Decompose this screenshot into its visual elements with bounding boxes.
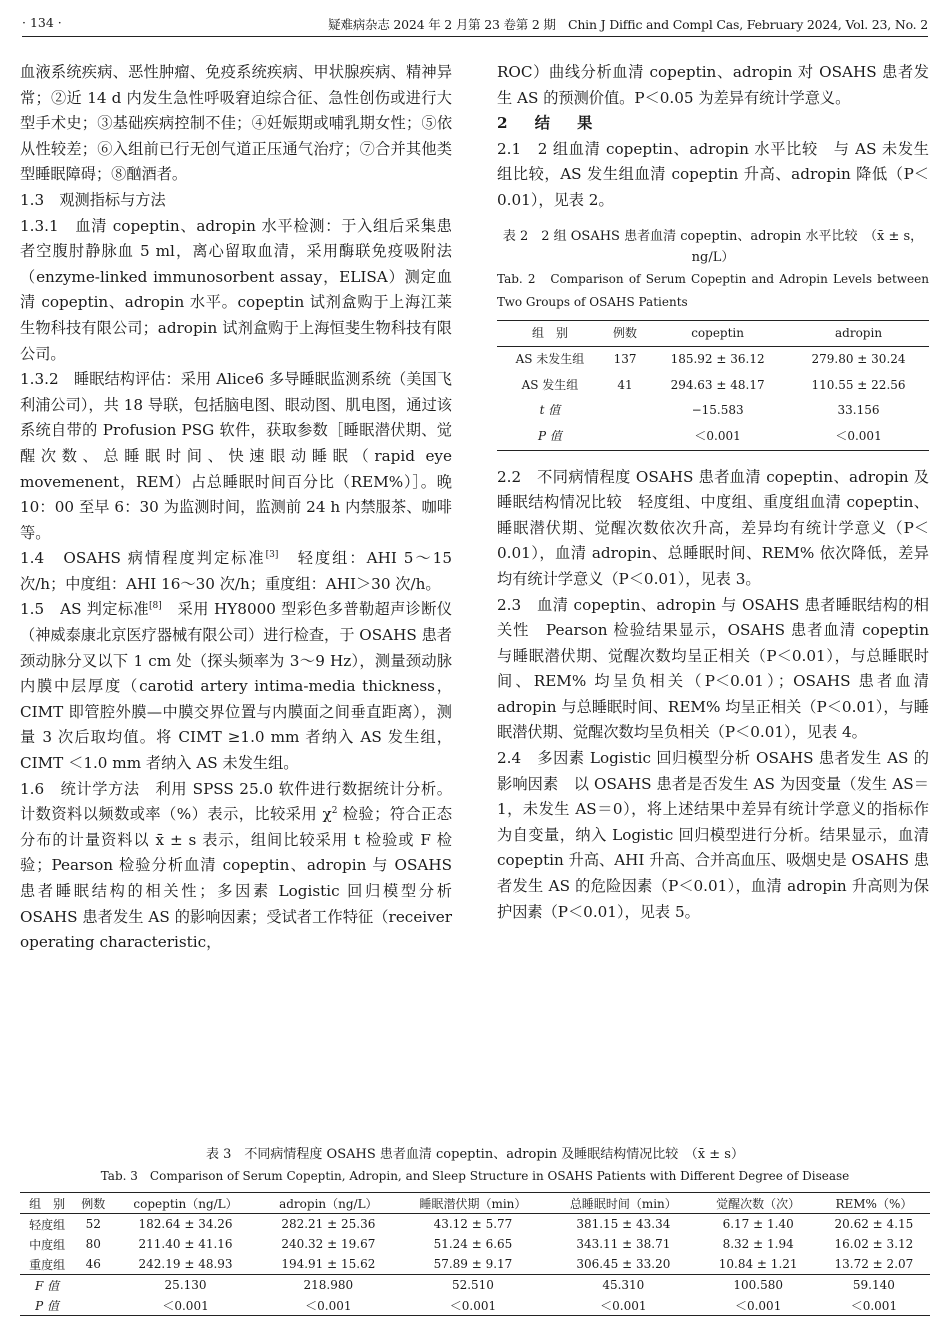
- table-cell: 20.62 ± 4.15: [834, 1217, 914, 1231]
- table-cell: 194.91 ± 15.62: [281, 1257, 376, 1271]
- table-header: copeptin（ng/L）: [133, 1196, 238, 1211]
- table-cell: ＜0.001: [162, 1298, 209, 1313]
- table-header: 例数: [81, 1196, 106, 1211]
- table-cell: P 值: [35, 1298, 60, 1313]
- table3-caption: [20, 1144, 930, 1188]
- table-cell: 51.24 ± 6.65: [433, 1237, 513, 1251]
- citation-ref: [3]: [265, 550, 279, 561]
- table2-caption-en: Tab. 2 Comparison of Serum Copeptin and Adropin Levels between Two Groups of OSAHS Patients: [497, 271, 929, 309]
- paragraph-exclusion: 血液系统疾病、恶性肿瘤、免疫系统疾病、甲状腺疾病、精神异常；②近 14 d 内发生急性呼吸窘迫综合征、急性创伤或进行大型手术史；③基础疾病控制不佳；④妊娠期或哺乳期女性；⑤依从性较差；⑥入组前已行无创气道正压通气治疗；⑦合并其他类型睡眠障碍；⑧酗酒者。: [20, 63, 452, 184]
- table-cell: AS 发生组: [521, 377, 579, 392]
- table-cell: ＜0.001: [305, 1298, 352, 1313]
- paragraph-1-3-2: 1.3.2 睡眠结构评估：采用 Alice6 多导睡眠监测系统（美国飞利浦公司），共 18 导联，包括脑电图、眼动图、肌电图，通过该系统自带的 Profusion PSG 软件，获取参数［睡眠潜伏期、觉醒次数、总睡眠时间、快速眼动睡眠（rapid eye movemenent，REM）占总睡眠时间百分比（REM%）］。晚 10：00 至早 6：30 为监测时间，监测前 24 h 内禁服茶、咖啡等。: [20, 370, 452, 542]
- paragraph-1-6: 1.6 统计学方法 利用 SPSS 25.0 软件进行数据统计分析。计数资料以频数或率（%）表示，比较采用 $\chi^2$ 检验；符合正态分布的计量资料以 x̄ ± s 表示，组间比较采用 t 检验或 F 检验；Pearson 检验分析血清 copeptin、adropin 与 OSAHS 患者睡眠结构的相关性；多因素 Logistic 回归模型分析 OSAHS 患者发生 AS 的影响因素；受试者工作特征（receiver operating characteristic，: [20, 779, 453, 952]
- table-cell: 52: [85, 1217, 101, 1231]
- table-cell: 218.980: [303, 1278, 354, 1292]
- table-cell: 8.32 ± 1.94: [722, 1237, 794, 1251]
- table-row: [497, 373, 929, 399]
- paragraph-2-4: 2.4 多因素 Logistic 回归模型分析 OSAHS 患者发生 AS 的影响因素 以 OSAHS 患者是否发生 AS 为因变量（发生 AS＝1，未发生 AS＝0），将上述结果中差异有统计学意义的指标作为自变量，纳入 Logistic 回归模型进行分析。结果显示，血清 copeptin 升高、AHI 升高、合并高血压、吸烟史是 OSAHS 患者发生 AS 的危险因素（P＜0.01），血清 adropin 升高则为保护因素（P＜0.01），见表 5。: [497, 749, 930, 921]
- right-column: [497, 60, 929, 925]
- table-cell: 211.40 ± 41.16: [138, 1237, 233, 1251]
- table-header: 睡眠潜伏期（min）: [419, 1196, 527, 1211]
- table3-caption-zh: 表 3 不同病情程度 OSAHS 患者血清 copeptin、adropin 及睡眠结构情况比较 （x̄ ± s）: [206, 1147, 744, 1162]
- table-cell: 重度组: [29, 1257, 66, 1272]
- table-cell: 80: [85, 1237, 101, 1251]
- table3-block: [20, 1144, 930, 1316]
- table-row: [20, 1214, 930, 1235]
- table-cell: ＜0.001: [600, 1298, 647, 1313]
- paragraph-1-5: 1.5 AS 判定标准[8] 采用 HY8000 型彩色多普勒超声诊断仪（神威泰康北京医疗器械有限公司）进行检查，于 OSAHS 患者颈动脉分叉以下 1 cm 处（探头频率为 3～9 Hz），测量颈动脉内膜中层厚度（carotid artery intima-media thickness，CIMT 即管腔外膜—中膜交界位置与内膜面之间垂直距离），测量 3 次后取均值。将 CIMT ≥1.0 mm 者纳入 AS 发生组，CIMT ＜1.0 mm 者纳入 AS 未发生组。: [20, 600, 453, 773]
- section-heading-results: 2 结 果: [497, 114, 599, 133]
- table-cell: [603, 424, 647, 450]
- table-cell: 13.72 ± 2.07: [834, 1257, 914, 1271]
- paragraph-1-4: 1.4 OSAHS 病情程度判定标准[3] 轻度组：AHI 5～15 次/h；中度组：AHI 16～30 次/h；重度组：AHI＞30 次/h。: [20, 549, 453, 593]
- paragraph-2-1: 2.1 2 组血清 copeptin、adropin 水平比较 与 AS 未发生组比较，AS 发生组血清 copeptin 升高、adropin 降低（P＜0.01），见表 2。: [497, 139, 929, 209]
- table-cell: 294.63 ± 48.17: [670, 377, 765, 392]
- table-cell: 381.15 ± 43.34: [576, 1217, 671, 1231]
- table-cell: 45.310: [602, 1278, 645, 1292]
- table-cell: 185.92 ± 36.12: [670, 352, 765, 367]
- table-cell: AS 未发生组: [515, 352, 585, 367]
- table-cell: 46: [85, 1257, 101, 1271]
- table2-caption: [497, 226, 929, 314]
- table-cell: 242.19 ± 48.93: [138, 1257, 233, 1271]
- table-cell: 306.45 ± 33.20: [576, 1257, 671, 1271]
- table-cell: 轻度组: [29, 1217, 66, 1232]
- table-cell: 41: [617, 377, 633, 392]
- table2-caption-zh: 表 2 2 组 OSAHS 患者血清 copeptin、adropin 水平比较 （x̄ ± s，ng/L）: [502, 228, 924, 265]
- paragraph-2-3: 2.3 血清 copeptin、adropin 与 OSAHS 患者睡眠结构的相关性 Pearson 检验结果显示，OSAHS 患者血清 copeptin 与睡眠潜伏期、觉醒次数均呈正相关（P＜0.01），与总睡眠时间、REM% 均呈负相关（P＜0.01）；OSAHS 患者血清 adropin 与总睡眠时间、REM% 均呈正相关（P＜0.01），与睡眠潜伏期、觉醒次数均呈负相关（P＜0.01），见表 4。: [497, 595, 929, 742]
- table-cell: ＜0.001: [850, 1298, 898, 1313]
- table-cell: 343.11 ± 38.71: [576, 1237, 671, 1251]
- table-cell: 182.64 ± 34.26: [138, 1217, 233, 1231]
- table-row: [20, 1295, 930, 1316]
- section-heading-1-3: 1.3 观测指标与方法: [20, 190, 166, 209]
- table-cell: 25.130: [164, 1278, 207, 1292]
- citation-ref: [8]: [148, 601, 162, 612]
- table-cell: [603, 398, 647, 424]
- table-cell: 33.156: [837, 403, 880, 418]
- table-row: [497, 398, 929, 424]
- table-cell: 16.02 ± 3.12: [834, 1237, 914, 1251]
- table-2: [497, 320, 929, 451]
- table-cell: 57.89 ± 9.17: [433, 1257, 513, 1271]
- table-header: 组 别: [29, 1196, 66, 1211]
- table-cell: ＜0.001: [449, 1298, 497, 1313]
- page-number: · 134 ·: [22, 15, 62, 30]
- table-header: 觉醒次数（次）: [716, 1196, 801, 1211]
- table-3: [20, 1192, 930, 1316]
- paragraph-2-2: 2.2 不同病情程度 OSAHS 患者血清 copeptin、adropin 及睡眠结构情况比较 轻度组、中度组、重度组血清 copeptin、睡眠潜伏期、觉醒次数依次升高，差异均有统计学意义（P＜0.01），血清 adropin、总睡眠时间、REM% 依次降低，差异均有统计学意义（P＜0.01），见表 3。: [497, 467, 929, 588]
- table-cell: ＜0.001: [734, 1298, 782, 1313]
- left-column: [20, 60, 452, 956]
- table-header: 组 别: [531, 325, 568, 340]
- table-cell: 10.84 ± 1.21: [718, 1257, 798, 1271]
- table-cell: 279.80 ± 30.24: [811, 352, 906, 367]
- table-cell: P 值: [538, 428, 562, 443]
- table-cell: [74, 1275, 112, 1296]
- table-header: adropin: [835, 325, 883, 340]
- table-row: [20, 1234, 930, 1254]
- paragraph-1-3-1: 1.3.1 血清 copeptin、adropin 水平检测：于入组后采集患者空腹肘静脉血 5 ml，离心留取血清，采用酶联免疫吸附法（enzyme-linked immunosorbent assay，ELISA）测定血清 copeptin、adropin 水平。copeptin 试剂盒购于上海江莱生物科技有限公司；adropin 试剂盒购于上海恒斐生物科技有限公司。: [20, 216, 452, 363]
- table-cell: [74, 1295, 112, 1316]
- table-row: [20, 1254, 930, 1275]
- table-cell: ＜0.001: [835, 428, 882, 443]
- table-header: copeptin: [691, 325, 744, 340]
- table-cell: F 值: [35, 1278, 60, 1293]
- paragraph-roc: ROC）曲线分析血清 copeptin、adropin 对 OSAHS 患者发生 AS 的预测价值。P＜0.05 为差异有统计学意义。: [497, 63, 929, 107]
- table-cell: 59.140: [852, 1278, 895, 1292]
- table-header: adropin（ng/L）: [279, 1196, 378, 1211]
- table-cell: −15.583: [691, 403, 744, 418]
- table-header: 总睡眠时间（min）: [569, 1196, 677, 1211]
- table-row: [20, 1275, 930, 1296]
- table-cell: 52.510: [451, 1278, 494, 1292]
- table-cell: 6.17 ± 1.40: [722, 1217, 794, 1231]
- running-header: [22, 10, 928, 37]
- table-header: REM%（%）: [835, 1196, 913, 1211]
- table-cell: ＜0.001: [694, 428, 741, 443]
- table3-caption-en: Tab. 3 Comparison of Serum Copeptin, Adropin, and Sleep Structure in OSAHS Patients with Different Degree of Disease: [100, 1169, 850, 1183]
- table-cell: t 值: [539, 403, 561, 418]
- table-cell: 240.32 ± 19.67: [281, 1237, 376, 1251]
- table-row: [497, 424, 929, 450]
- table-cell: 110.55 ± 22.56: [811, 377, 906, 392]
- table-cell: 137: [613, 352, 637, 367]
- table-cell: 100.580: [733, 1278, 783, 1292]
- table-row: [497, 347, 929, 373]
- table-cell: 中度组: [29, 1237, 66, 1252]
- table-cell: 282.21 ± 25.36: [281, 1217, 376, 1231]
- journal-info: 疑难病杂志 2024 年 2 月第 23 卷第 2 期 Chin J Diffic and Compl Cas, February 2024, Vol. 23, No. 2: [328, 17, 928, 32]
- table-header: 例数: [613, 325, 638, 340]
- table-cell: 43.12 ± 5.77: [433, 1217, 513, 1231]
